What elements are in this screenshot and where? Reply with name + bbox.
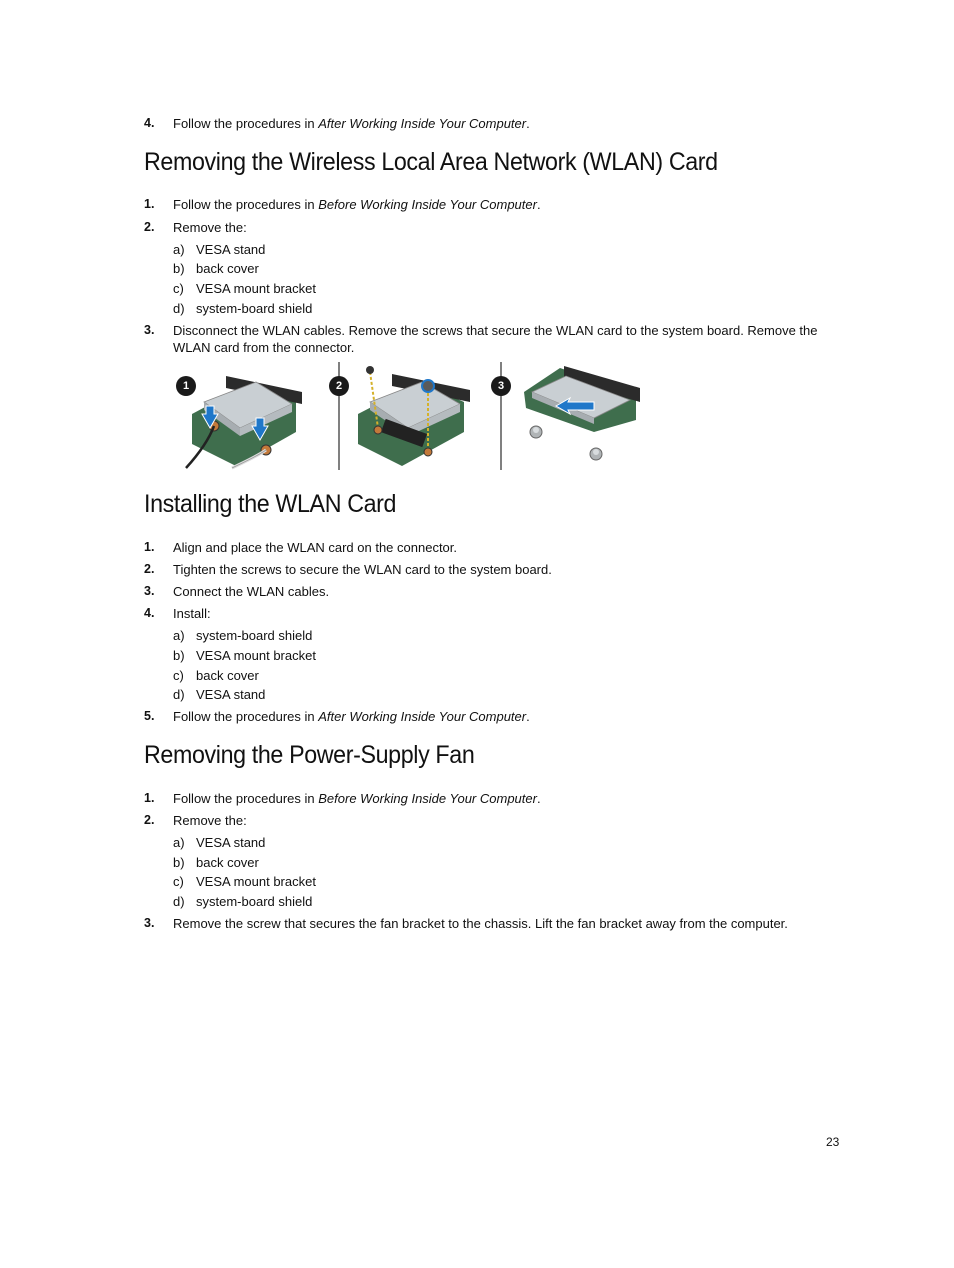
step-text: Follow the procedures in Before Working Inside Your Computer. [173, 791, 541, 806]
step-text: Tighten the screws to secure the WLAN card to the system board. [173, 562, 552, 577]
sub-text: back cover [196, 855, 259, 870]
step-text: Disconnect the WLAN cables. Remove the screws that secure the WLAN card to the system board. Remove the WLAN card from the connector. [173, 323, 818, 355]
procedure-link[interactable]: After Working Inside Your Computer [318, 709, 527, 724]
step-number: 2. [144, 220, 155, 234]
step-number: 5. [144, 709, 155, 723]
sub-letter: d) [173, 301, 185, 316]
panel-3-remove-card [524, 366, 640, 460]
step-text: Remove the: [173, 813, 247, 828]
step-number: 3. [144, 916, 155, 930]
badge-2-icon: 2 [329, 376, 349, 396]
step-number: 4. [144, 116, 155, 130]
sub-letter: b) [173, 855, 185, 870]
sub-letter: c) [173, 874, 184, 889]
procedure-link[interactable]: After Working Inside Your Computer [318, 116, 527, 131]
wlan-removal-figure [174, 362, 654, 472]
step-text: Remove the screw that secures the fan bracket to the chassis. Lift the fan bracket away from the computer. [173, 916, 788, 931]
sub-text: VESA stand [196, 687, 266, 702]
section-title-removing-wlan: Removing the Wireless Local Area Network (WLAN) Card [144, 148, 718, 176]
sub-letter: c) [173, 281, 184, 296]
sub-text: back cover [196, 261, 259, 276]
step-text: Connect the WLAN cables. [173, 584, 330, 599]
page-number: 23 [826, 1135, 840, 1149]
sub-letter: a) [173, 835, 185, 850]
sub-letter: b) [173, 648, 185, 663]
sub-letter: c) [173, 668, 184, 683]
sub-text: VESA mount bracket [196, 281, 316, 296]
step-text: Remove the: [173, 220, 247, 235]
sub-letter: b) [173, 261, 185, 276]
step-number: 3. [144, 584, 155, 598]
sub-text: VESA mount bracket [196, 648, 316, 663]
sub-text: system-board shield [196, 301, 313, 316]
sub-text: VESA stand [196, 242, 266, 257]
panel-2-screws [358, 362, 501, 470]
sub-text: VESA mount bracket [196, 874, 316, 889]
procedure-link[interactable]: Before Working Inside Your Computer [318, 791, 537, 806]
sub-text: system-board shield [196, 894, 313, 909]
sub-text: back cover [196, 668, 259, 683]
sub-letter: a) [173, 628, 185, 643]
sub-letter: d) [173, 687, 185, 702]
badge-3-icon: 3 [491, 376, 511, 396]
sub-letter: a) [173, 242, 185, 257]
step-text: Align and place the WLAN card on the connector. [173, 540, 458, 555]
step-text: Follow the procedures in Before Working Inside Your Computer. [173, 197, 541, 212]
badge-1-icon: 1 [176, 376, 196, 396]
panel-1-cables [186, 362, 339, 470]
step-number: 1. [144, 540, 155, 554]
section-title-installing-wlan: Installing the WLAN Card [144, 490, 397, 518]
step-number: 1. [144, 791, 155, 805]
step-number: 2. [144, 562, 155, 576]
step-text: Follow the procedures in After Working Inside Your Computer. [173, 709, 530, 724]
step-number: 1. [144, 197, 155, 211]
step-text: Install: [173, 606, 211, 621]
section-title-removing-fan: Removing the Power-Supply Fan [144, 741, 475, 769]
wlan-illustration [174, 362, 654, 472]
sub-letter: d) [173, 894, 185, 909]
step-number: 3. [144, 323, 155, 337]
step-number: 2. [144, 813, 155, 827]
sub-text: system-board shield [196, 628, 313, 643]
step-number: 4. [144, 606, 155, 620]
step-text: Follow the procedures in After Working Inside Your Computer. [173, 116, 530, 131]
sub-text: VESA stand [196, 835, 266, 850]
procedure-link[interactable]: Before Working Inside Your Computer [318, 197, 537, 212]
